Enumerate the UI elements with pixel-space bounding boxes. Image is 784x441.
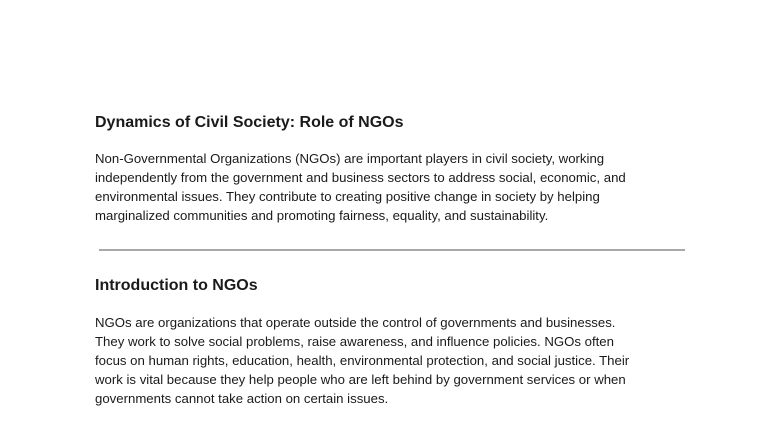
intro-line: independently from the government and business sectors to address social, economic, and bbox=[95, 170, 626, 185]
section-line: NGOs are organizations that operate outside the control of governments and businesses. bbox=[95, 315, 616, 330]
section-paragraph bbox=[95, 313, 695, 408]
section-heading: Introduction to NGOs bbox=[95, 277, 258, 294]
document-title: Dynamics of Civil Society: Role of NGOs bbox=[95, 114, 404, 131]
section-line: They work to solve social problems, raise awareness, and influence policies. NGOs often bbox=[95, 334, 614, 349]
intro-line: marginalized communities and promoting fairness, equality, and sustainability. bbox=[95, 208, 549, 223]
intro-paragraph bbox=[95, 149, 695, 225]
intro-line: environmental issues. They contribute to creating positive change in society by helping bbox=[95, 189, 600, 204]
horizontal-divider bbox=[99, 249, 685, 251]
section-line: focus on human rights, education, health, environmental protection, and social justice. Their bbox=[95, 353, 630, 368]
document-body bbox=[95, 112, 695, 408]
section-line: governments cannot take action on certain issues. bbox=[95, 391, 389, 406]
intro-line: Non-Governmental Organizations (NGOs) are important players in civil society, working bbox=[95, 151, 605, 166]
section-line: work is vital because they help people who are left behind by government services or when bbox=[95, 372, 626, 387]
